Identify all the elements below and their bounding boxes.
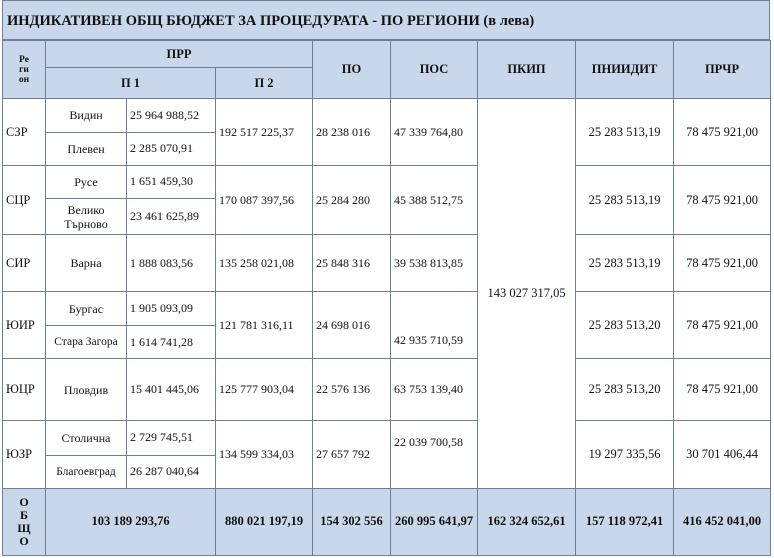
value-cell: 1 651 459,30 <box>127 166 216 199</box>
header-row-1 <box>3 41 771 68</box>
table-row <box>3 420 771 456</box>
header-po: ПО <box>313 41 391 99</box>
town-cell <box>46 198 127 235</box>
header-prr: ПРР <box>46 41 313 68</box>
pos-cell: 39 538 813,85 <box>391 235 478 292</box>
header-p1: П 1 <box>46 68 216 99</box>
value-cell: 1 905 093,09 <box>127 292 216 326</box>
po-cell: 25 848 316 <box>313 235 391 292</box>
p2-cell: 125 777 903,04 <box>216 359 313 420</box>
table-row <box>3 235 771 292</box>
value-cell: 1 888 083,56 <box>127 235 216 292</box>
header-prchr: ПРЧР <box>674 41 771 99</box>
town-cell: Видин <box>46 99 127 133</box>
pniidit-cell: 25 283 513,19 <box>576 166 674 235</box>
header-region <box>3 41 46 99</box>
region-szr: СЗР <box>3 99 46 166</box>
town-cell: Столична <box>46 420 127 456</box>
prchr-cell: 78 475 921,00 <box>674 99 771 166</box>
town-cell: Русе <box>46 166 127 199</box>
pos-cell: 22 039 700,58 <box>391 420 478 488</box>
header-pniidit: ПНИИДИТ <box>576 41 674 99</box>
value-cell: 15 401 445,06 <box>127 359 216 420</box>
table-row <box>3 166 771 199</box>
value-cell: 23 461 625,89 <box>127 198 216 235</box>
value-cell: 2 729 745,51 <box>127 420 216 456</box>
town-cell: Бургас <box>46 292 127 326</box>
p2-cell: 121 781 316,11 <box>216 292 313 359</box>
value-cell: 1 614 741,28 <box>127 325 216 359</box>
town-line: Велико <box>67 202 105 217</box>
totals-label <box>3 488 46 555</box>
prchr-cell: 78 475 921,00 <box>674 292 771 359</box>
pniidit-cell: 25 283 513,20 <box>576 359 674 420</box>
po-cell: 25 284 280 <box>313 166 391 235</box>
table-row <box>3 292 771 326</box>
table-row <box>3 359 771 420</box>
header-p2: П 2 <box>216 68 313 99</box>
region-sir: СИР <box>3 235 46 292</box>
region-yucr: ЮЦР <box>3 359 46 420</box>
total-po: 154 302 556 <box>313 488 391 555</box>
prchr-cell: 78 475 921,00 <box>674 359 771 420</box>
pniidit-cell: 25 283 513,19 <box>576 235 674 292</box>
pos-cell: 47 339 764,80 <box>391 99 478 166</box>
prchr-cell: 78 475 921,00 <box>674 166 771 235</box>
region-yuir: ЮИР <box>3 292 46 359</box>
header-region-line2: ги <box>19 64 29 75</box>
header-region-line3: он <box>18 74 30 85</box>
total-p1: 103 189 293,76 <box>46 488 216 555</box>
totals-row <box>3 488 771 555</box>
po-cell: 24 698 016 <box>313 292 391 359</box>
town-cell: Варна <box>46 235 127 292</box>
region-scr: СЦР <box>3 166 46 235</box>
document-title: ИНДИКАТИВЕН ОБЩ БЮДЖЕТ ЗА ПРОЦЕДУРАТА - ПО РЕГИОНИ (в лева) <box>2 0 770 40</box>
table-row <box>3 99 771 133</box>
value-cell: 25 964 988,52 <box>127 99 216 133</box>
pniidit-cell: 30 701 406,44 <box>674 420 771 488</box>
town-cell: Благоевград <box>46 456 127 489</box>
totals-label-char: О <box>19 494 29 509</box>
value-cell: 26 287 040,64 <box>127 456 216 489</box>
p2-cell: 192 517 225,37 <box>216 99 313 166</box>
pkip-cell: 19 297 335,56 <box>576 420 674 488</box>
p2-cell: 135 258 021,08 <box>216 235 313 292</box>
pos-cell: 45 388 512,75 <box>391 166 478 235</box>
pos-cell: 63 753 139,40 <box>391 359 478 420</box>
value-cell: 2 285 070,91 <box>127 132 216 166</box>
total-prchr: 416 452 041,00 <box>674 488 771 555</box>
town-cell: Пловдив <box>46 359 127 420</box>
pniidit-cell: 25 283 513,20 <box>576 292 674 359</box>
pniidit-cell: 25 283 513,19 <box>576 99 674 166</box>
town-line: Търново <box>64 216 108 231</box>
p2-cell: 170 087 397,56 <box>216 166 313 235</box>
header-pkip: ПКИП <box>478 41 576 99</box>
total-pos: 260 995 641,97 <box>391 488 478 555</box>
region-yuzr: ЮЗР <box>3 420 46 488</box>
po-cell: 27 657 792 <box>313 420 391 488</box>
totals-label-char: Б <box>20 507 28 522</box>
pkip-merged-cell: 143 027 317,05 <box>478 99 576 489</box>
prchr-cell: 78 475 921,00 <box>674 235 771 292</box>
header-region-line1: Ре <box>19 54 29 65</box>
total-pniidit: 157 118 972,41 <box>576 488 674 555</box>
totals-label-char: Щ <box>17 520 31 535</box>
town-cell: Плевен <box>46 132 127 166</box>
pos-cell: 42 935 710,59 <box>391 292 478 359</box>
town-cell: Стара Загора <box>46 325 127 359</box>
header-pos: ПОС <box>391 41 478 99</box>
p2-cell: 134 599 334,03 <box>216 420 313 488</box>
po-cell: 28 238 016 <box>313 99 391 166</box>
total-pkip: 162 324 652,61 <box>478 488 576 555</box>
budget-table <box>2 40 771 556</box>
po-cell: 22 576 136 <box>313 359 391 420</box>
total-p2: 880 021 197,19 <box>216 488 313 555</box>
totals-label-char: О <box>19 533 29 548</box>
